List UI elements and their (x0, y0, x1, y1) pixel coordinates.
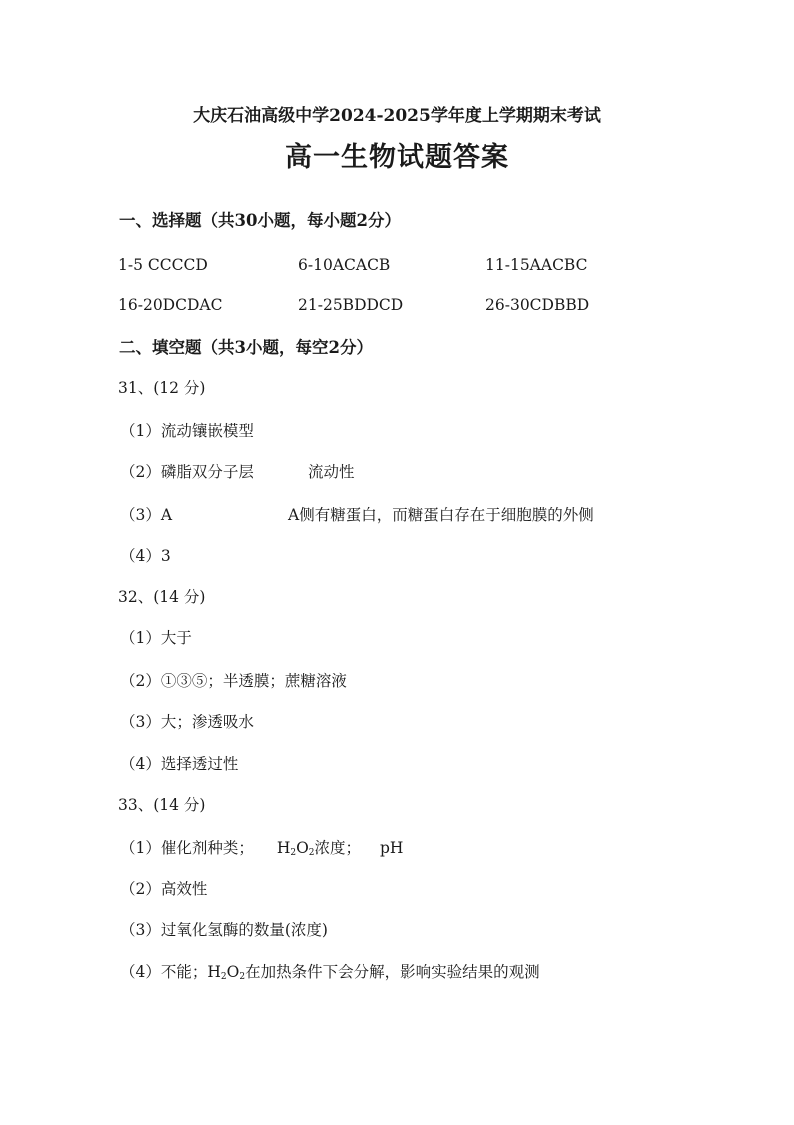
mc-answer-11-15: 11-15AACBC (485, 256, 588, 274)
mc-answer-6-10: 6-10ACACB (298, 256, 391, 274)
section-1-heading: 一、选择题（共30小题，每小题2分） (119, 211, 401, 230)
q33-answer-4 (120, 962, 540, 987)
q31-answer-2: （2）磷脂双分子层 (120, 463, 254, 481)
h2o2-formula: $H_2O_2$ (207, 963, 246, 982)
q31-answer-3b: A侧有糖蛋白，而糖蛋白存在于细胞膜的外侧 (288, 506, 594, 524)
q33-answer-4-prefix: （4）不能； (120, 963, 208, 981)
q33-heading: 33、(14 分) (118, 796, 206, 814)
mc-answer-26-30: 26-30CDBBD (485, 296, 590, 314)
q33-answer-1 (120, 838, 403, 863)
q32-answer-2: （2）①③⑤；半透膜；蔗糖溶液 (120, 672, 347, 690)
q32-answer-3: （3）大；渗透吸水 (120, 713, 254, 731)
q33-answer-2: （2）高效性 (120, 880, 208, 898)
q31-answer-4: （4）3 (120, 547, 171, 565)
mc-answer-1-5: 1-5 CCCCD (118, 256, 208, 274)
q33-answer-4-suffix: 在加热条件下会分解，影响实验结果的观测 (245, 963, 540, 981)
q32-answer-1: （1）大于 (120, 629, 192, 647)
school-exam-line: 大庆石油高级中学2024-2025学年度上学期期末考试 (193, 106, 601, 126)
q33-answer-1-prefix: （1）催化剂种类； (120, 839, 254, 857)
mc-answer-16-20: 16-20DCDAC (118, 296, 223, 314)
q32-heading: 32、(14 分) (118, 588, 206, 606)
mc-answer-21-25: 21-25BDDCD (298, 296, 404, 314)
q31-answer-2b: 流动性 (308, 463, 355, 481)
q31-answer-3: （3）A (120, 506, 173, 524)
q31-answer-1: （1）流动镶嵌模型 (120, 422, 254, 440)
q33-answer-1-suffix: 浓度； (314, 839, 362, 857)
q33-answer-3: （3）过氧化氢酶的数量(浓度) (120, 921, 328, 939)
section-2-heading: 二、填空题（共3小题，每空2分） (119, 338, 373, 357)
page-title: 高一生物试题答案 (285, 142, 509, 173)
h2o2-formula: $H_2O_2$ (276, 839, 315, 858)
q31-heading: 31、(12 分) (118, 379, 206, 397)
q32-answer-4: （4）选择透过性 (120, 755, 239, 773)
q33-answer-1-ph: pH (379, 839, 404, 857)
